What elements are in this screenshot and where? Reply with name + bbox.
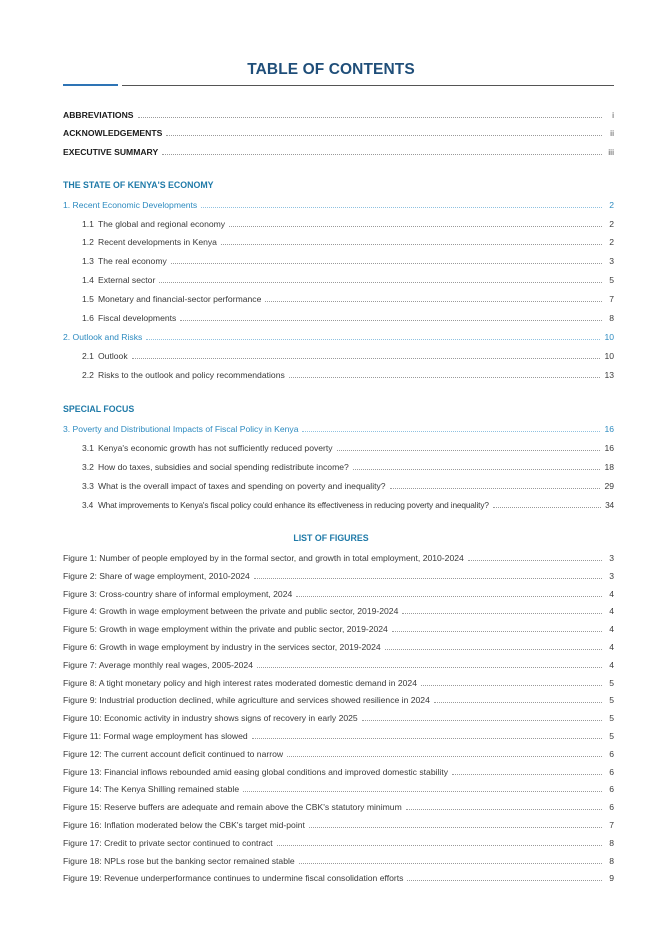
figure-caption: Figure 10: Economic activity in industry shows signs of recovery in early 2025 xyxy=(63,713,358,724)
dot-leader xyxy=(402,606,602,614)
toc-entry-acknowledgements[interactable] xyxy=(63,127,614,139)
toc-page-number: 3 xyxy=(609,256,614,266)
figure-caption: Figure 14: The Kenya Shilling remained stable xyxy=(63,784,240,795)
figure-page-number: 4 xyxy=(609,588,614,599)
dot-leader xyxy=(468,553,602,561)
figure-page-number: 6 xyxy=(609,802,614,813)
section-number: 1.3 xyxy=(82,256,94,266)
figure-caption: Figure 13: Financial inflows rebounded amid easing global conditions and improved domestic stability xyxy=(63,766,449,777)
toc-entry-label: Fiscal developments xyxy=(98,313,177,323)
toc-page-number: 2 xyxy=(609,237,614,247)
figure-list-item[interactable] xyxy=(63,677,614,689)
list-of-figures-heading: LIST OF FIGURES xyxy=(293,533,369,543)
dot-leader xyxy=(166,128,602,136)
section-number: 1.6 xyxy=(82,313,94,323)
toc-page-number: 10 xyxy=(604,332,614,342)
toc-entry-label: How do taxes, subsidies and social spending redistribute income? xyxy=(98,462,349,472)
figure-list-item[interactable] xyxy=(63,605,614,617)
toc-section-1-4[interactable] xyxy=(82,274,614,286)
figure-page-number: 6 xyxy=(609,748,614,759)
dot-leader xyxy=(146,332,600,340)
toc-entry-label: Recent developments in Kenya xyxy=(98,237,217,247)
toc-page-number: iii xyxy=(608,147,614,157)
figure-caption: Figure 18: NPLs rose but the banking sector remained stable xyxy=(63,855,295,866)
toc-entry-label: What is the overall impact of taxes and spending on poverty and inequality? xyxy=(98,481,386,491)
figure-caption: Figure 12: The current account deficit continued to narrow xyxy=(63,748,284,759)
dot-leader xyxy=(180,313,602,321)
dot-leader xyxy=(257,660,602,668)
section-number: 3.2 xyxy=(82,462,94,472)
toc-page-number: ii xyxy=(610,128,614,138)
dot-leader xyxy=(229,219,602,227)
figure-page-number: 5 xyxy=(609,731,614,741)
figure-page-number: 4 xyxy=(609,659,614,670)
toc-entry-label: ACKNOWLEDGEMENTS xyxy=(63,128,163,138)
toc-page-number: 2 xyxy=(609,219,614,229)
figure-list-item[interactable] xyxy=(63,837,614,849)
figure-caption: Figure 1: Number of people employed by in the formal sector, and growth in total employment, 2010-2024 xyxy=(63,553,464,563)
toc-page-number: 16 xyxy=(604,424,614,434)
dot-leader xyxy=(302,424,600,432)
dot-leader xyxy=(421,678,602,686)
dot-leader xyxy=(434,695,602,703)
section-number: 3.4 xyxy=(82,500,94,510)
figure-list-item[interactable] xyxy=(63,552,614,564)
dot-leader xyxy=(296,589,602,597)
dot-leader xyxy=(138,110,602,118)
toc-entry-label: What improvements to Kenya's fiscal policy could enhance its effectiveness in reducing poverty and inequality? xyxy=(98,500,489,510)
toc-entry-label: The real economy xyxy=(98,256,167,266)
figure-page-number: 3 xyxy=(609,553,614,563)
figure-page-number: 5 xyxy=(609,677,614,688)
toc-section-3-1[interactable] xyxy=(82,442,614,454)
figure-caption: Figure 9: Industrial production declined, while agriculture and services showed resilience in 2024 xyxy=(63,695,430,706)
toc-page-number: 13 xyxy=(604,370,614,380)
toc-entry-label: 3. Poverty and Distributional Impacts of Fiscal Policy in Kenya xyxy=(63,424,299,434)
figure-page-number: 7 xyxy=(609,820,614,830)
figure-caption: Figure 4: Growth in wage employment between the private and public sector, 2019-2024 xyxy=(63,606,399,617)
dot-leader xyxy=(162,147,602,155)
figure-caption: Figure 2: Share of wage employment, 2010-2024 xyxy=(63,570,250,581)
figure-caption: Figure 11: Formal wage employment has slowed xyxy=(63,731,248,741)
toc-section-1-6[interactable] xyxy=(82,312,614,324)
section-number: 1.1 xyxy=(82,219,94,229)
toc-page-number: 34 xyxy=(605,500,614,510)
figure-page-number: 6 xyxy=(609,766,614,777)
figure-caption: Figure 17: Credit to private sector continued to contract xyxy=(63,837,273,848)
title-accent-rule xyxy=(63,84,118,86)
figure-caption: Figure 8: A tight monetary policy and high interest rates moderated domestic demand in 2024 xyxy=(63,677,417,688)
toc-section-1-2[interactable] xyxy=(82,236,614,248)
dot-leader xyxy=(493,500,601,508)
figure-list-item[interactable] xyxy=(63,819,614,831)
figure-caption: Figure 5: Growth in wage employment within the private and public sector, 2019-2024 xyxy=(63,624,388,635)
section-number: 3.3 xyxy=(82,481,94,491)
figure-page-number: 5 xyxy=(609,695,614,706)
toc-entry-label: EXECUTIVE SUMMARY xyxy=(63,147,159,157)
toc-page-number: i xyxy=(612,110,614,120)
figure-list-item[interactable] xyxy=(63,641,614,653)
figure-list-item[interactable] xyxy=(63,623,614,635)
figure-caption: Figure 15: Reserve buffers are adequate and remain above the CBK's statutory minimum xyxy=(63,802,402,813)
figure-list-item[interactable] xyxy=(63,783,614,795)
figure-caption: Figure 16: Inflation moderated below the CBK's target mid-point xyxy=(63,820,305,830)
dot-leader xyxy=(265,294,602,302)
toc-section-3-2[interactable] xyxy=(82,461,614,473)
figure-page-number: 9 xyxy=(609,873,614,884)
dot-leader xyxy=(337,443,601,451)
section-number: 3.1 xyxy=(82,443,94,453)
section-heading-special-focus: SPECIAL FOCUS xyxy=(63,404,135,414)
toc-entry-label: The global and regional economy xyxy=(98,219,226,229)
toc-page-number: 16 xyxy=(604,443,614,453)
dot-leader xyxy=(287,749,602,757)
figure-list-item[interactable] xyxy=(63,801,614,813)
figure-caption: Figure 19: Revenue underperformance continues to undermine fiscal consolidation efforts xyxy=(63,873,404,884)
title-rule xyxy=(122,85,614,86)
toc-section-3-4[interactable] xyxy=(82,499,614,511)
dot-leader xyxy=(201,200,602,208)
dot-leader xyxy=(171,256,602,264)
toc-entry-label: Kenya's economic growth has not sufficiently reduced poverty xyxy=(98,443,333,453)
toc-section-2-1[interactable] xyxy=(82,350,614,362)
dot-leader xyxy=(385,642,602,650)
dot-leader xyxy=(309,820,602,828)
figure-caption: Figure 3: Cross-country share of informal employment, 2024 xyxy=(63,588,293,599)
figure-list-item[interactable] xyxy=(63,588,614,600)
figure-page-number: 5 xyxy=(609,713,614,724)
figure-list-item[interactable] xyxy=(63,659,614,671)
dot-leader xyxy=(277,838,602,846)
toc-entry-label: Monetary and financial-sector performance xyxy=(98,294,262,304)
toc-page-number: 18 xyxy=(604,462,614,472)
toc-section-1-5[interactable] xyxy=(82,293,614,305)
figure-page-number: 3 xyxy=(609,570,614,581)
toc-page-number: 5 xyxy=(609,275,614,285)
figure-list-item[interactable] xyxy=(63,712,614,724)
toc-chapter-1[interactable] xyxy=(63,199,614,211)
figure-list-item[interactable] xyxy=(63,855,614,867)
toc-section-1-1[interactable] xyxy=(82,218,614,230)
figure-page-number: 8 xyxy=(609,837,614,848)
toc-entry-label: 2. Outlook and Risks xyxy=(63,332,143,342)
dot-leader xyxy=(406,802,602,810)
figure-list-item[interactable] xyxy=(63,872,614,884)
dot-leader xyxy=(353,462,601,470)
toc-entry-label: 1. Recent Economic Developments xyxy=(63,200,198,210)
dot-leader xyxy=(390,481,601,489)
toc-page-number: 8 xyxy=(609,313,614,323)
figure-page-number: 4 xyxy=(609,642,614,652)
figure-page-number: 4 xyxy=(609,624,614,635)
section-number: 2.1 xyxy=(82,351,94,361)
dot-leader xyxy=(299,856,602,864)
toc-entry-label: ABBREVIATIONS xyxy=(63,110,134,120)
toc-chapter-3[interactable] xyxy=(63,423,614,435)
dot-leader xyxy=(254,571,602,579)
toc-entry-label: External sector xyxy=(98,275,156,285)
figure-caption: Figure 6: Growth in wage employment by industry in the services sector, 2019-2024 xyxy=(63,642,381,652)
figure-list-item[interactable] xyxy=(63,730,614,742)
toc-entry-label: Outlook xyxy=(98,351,128,361)
toc-page-number: 2 xyxy=(609,200,614,210)
toc-page-number: 7 xyxy=(609,294,614,304)
section-number: 1.5 xyxy=(82,294,94,304)
dot-leader xyxy=(392,624,602,632)
figure-page-number: 6 xyxy=(609,784,614,795)
dot-leader xyxy=(132,351,601,359)
section-number: 2.2 xyxy=(82,370,94,380)
figure-page-number: 8 xyxy=(609,855,614,866)
toc-section-2-2[interactable] xyxy=(82,369,614,381)
dot-leader xyxy=(289,370,601,378)
figure-list-item[interactable] xyxy=(63,694,614,706)
figure-list-item[interactable] xyxy=(63,570,614,582)
dot-leader xyxy=(159,275,602,283)
section-number: 1.4 xyxy=(82,275,94,285)
dot-leader xyxy=(221,237,602,245)
figure-list-item[interactable] xyxy=(63,766,614,778)
toc-page-number: 29 xyxy=(604,481,614,491)
figure-caption: Figure 7: Average monthly real wages, 2005-2024 xyxy=(63,659,253,670)
toc-page-number: 10 xyxy=(604,351,614,361)
dot-leader xyxy=(452,767,602,775)
dot-leader xyxy=(362,713,602,721)
toc-chapter-2[interactable] xyxy=(63,331,614,343)
page-title: TABLE OF CONTENTS xyxy=(247,61,415,78)
toc-entry-executive-summary[interactable] xyxy=(63,146,614,158)
toc-entry-abbreviations[interactable] xyxy=(63,109,614,121)
dot-leader xyxy=(252,731,602,739)
toc-entry-label: Risks to the outlook and policy recommendations xyxy=(98,370,285,380)
dot-leader xyxy=(243,784,602,792)
dot-leader xyxy=(407,873,602,881)
figure-list-item[interactable] xyxy=(63,748,614,760)
figure-page-number: 4 xyxy=(609,606,614,617)
toc-section-3-3[interactable] xyxy=(82,480,614,492)
section-number: 1.2 xyxy=(82,237,94,247)
section-heading-state-of-economy: THE STATE OF KENYA'S ECONOMY xyxy=(63,180,214,190)
toc-section-1-3[interactable] xyxy=(82,255,614,267)
